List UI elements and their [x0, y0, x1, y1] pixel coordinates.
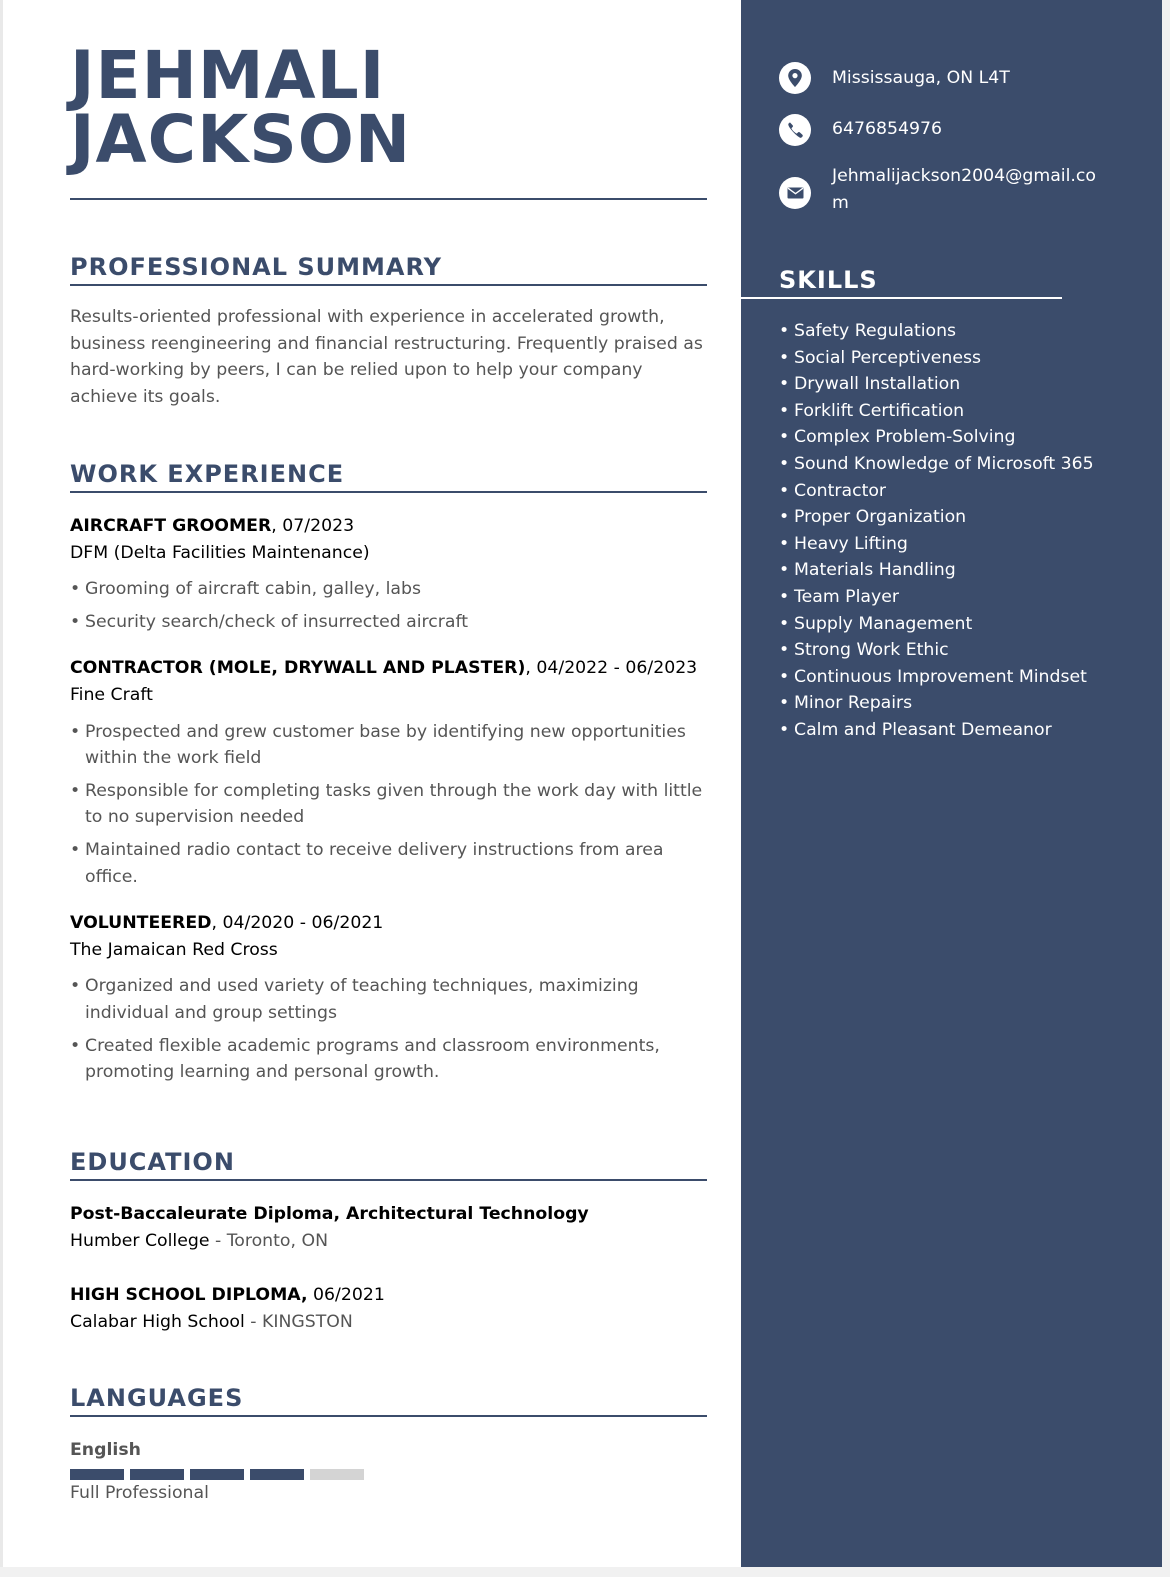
section-divider	[70, 284, 707, 286]
job-bullet: • Responsible for completing tasks given through the work day with little to no supervision needed	[70, 778, 707, 831]
page-edge-right	[1162, 0, 1170, 1577]
job-role: CONTRACTOR (MOLE, DRYWALL AND PLASTER)	[70, 658, 526, 679]
skills-divider	[741, 297, 1062, 299]
section-title-summary: PROFESSIONAL SUMMARY	[70, 253, 443, 281]
section-divider	[70, 1415, 707, 1417]
skill-item: • Calm and Pleasant Demeanor	[779, 717, 1109, 744]
job-heading	[70, 513, 707, 540]
summary-section	[70, 253, 707, 410]
job-role: AIRCRAFT GROOMER	[70, 516, 272, 536]
job-bullet: • Organized and used variety of teaching techniques, maximizing individual and group settings	[70, 973, 707, 1026]
contact-location-text: Mississauga, ON L4T	[832, 68, 1010, 88]
education-entry	[70, 1201, 707, 1254]
contact-email-text: Jehmalijackson2004@gmail.com	[832, 166, 1096, 213]
education-section	[70, 1148, 707, 1335]
job-dates: , 04/2020 - 06/2021	[211, 913, 384, 934]
job-bullet: • Prospected and grew customer base by identifying new opportunities within the work field	[70, 719, 707, 772]
job-dates: , 07/2023	[271, 516, 355, 536]
education-location: - Toronto, ON	[209, 1230, 328, 1251]
skill-item: • Forklift Certification	[779, 398, 1109, 425]
skill-item: • Continuous Improvement Mindset	[779, 664, 1109, 691]
skill-item: • Supply Management	[779, 611, 1109, 638]
summary-text: Results-oriented professional with experience in accelerated growth, business reengineering and financial restructuring. Frequently praised as hard-working by peers, I can be relied upon to help your company achieve its goals.	[70, 307, 703, 407]
job-bullet: • Grooming of aircraft cabin, galley, labs	[70, 576, 707, 603]
section-divider	[70, 491, 707, 493]
job-entry	[70, 655, 707, 890]
skill-item: • Safety Regulations	[779, 318, 1109, 345]
skill-item: • Team Player	[779, 584, 1109, 611]
skill-item: • Sound Knowledge of Microsoft 365	[779, 451, 1109, 478]
language-rating-bar	[70, 1469, 707, 1480]
education-degree-line	[70, 1282, 707, 1309]
job-entry	[70, 513, 707, 635]
education-location: - KINGSTON	[244, 1311, 353, 1332]
section-title-languages: LANGUAGES	[70, 1384, 244, 1412]
skill-item: • Drywall Installation	[779, 371, 1109, 398]
job-company: DFM (Delta Facilities Maintenance)	[70, 542, 370, 563]
rating-segment-filled	[250, 1469, 304, 1480]
skill-item: • Contractor	[779, 478, 1109, 505]
rating-segment-filled	[190, 1469, 244, 1480]
job-role: VOLUNTEERED	[70, 913, 212, 934]
job-entry	[70, 910, 707, 1086]
education-school-line	[70, 1309, 707, 1336]
education-school: Humber College	[70, 1230, 210, 1251]
education-degree: HIGH SCHOOL DIPLOMA,	[70, 1285, 308, 1306]
job-company: The Jamaican Red Cross	[70, 939, 278, 960]
name-last: JACKSON	[70, 101, 412, 178]
job-bullets	[70, 973, 707, 1085]
contact-phone-text: 6476854976	[832, 119, 942, 139]
skill-item: • Social Perceptiveness	[779, 345, 1109, 372]
skill-item: • Minor Repairs	[779, 690, 1109, 717]
job-bullet: • Security search/check of insurrected aircraft	[70, 609, 707, 636]
skill-item: • Materials Handling	[779, 557, 1109, 584]
skill-item: • Proper Organization	[779, 504, 1109, 531]
section-divider	[70, 1179, 707, 1181]
skill-item: • Strong Work Ethic	[779, 637, 1109, 664]
education-entry	[70, 1282, 707, 1335]
name-divider	[70, 198, 707, 200]
rating-segment-empty	[310, 1469, 364, 1480]
header	[70, 37, 707, 200]
education-school-line	[70, 1228, 707, 1255]
page-edge-left	[0, 0, 3, 1577]
map-pin-icon	[779, 62, 811, 94]
language-name: English	[70, 1440, 141, 1460]
job-bullets	[70, 576, 707, 635]
rating-segment-filled	[70, 1469, 124, 1480]
skills-list	[779, 318, 1109, 744]
education-degree: Post-Baccaleurate Diploma, Architectural Technology	[70, 1204, 589, 1224]
name-first: JEHMALI	[70, 37, 386, 114]
skill-item: • Heavy Lifting	[779, 531, 1109, 558]
phone-icon	[779, 114, 811, 146]
section-title-work: WORK EXPERIENCE	[70, 460, 345, 488]
job-bullet: • Maintained radio contact to receive delivery instructions from area office.	[70, 837, 707, 890]
languages-section	[70, 1384, 707, 1506]
job-company: Fine Craft	[70, 684, 153, 705]
job-dates: , 04/2022 - 06/2023	[525, 658, 698, 679]
language-level: Full Professional	[70, 1482, 209, 1503]
job-heading	[70, 910, 707, 937]
page-edge-bottom	[0, 1567, 1170, 1577]
job-bullets	[70, 719, 707, 891]
skill-item: • Complex Problem-Solving	[779, 424, 1109, 451]
envelope-icon	[779, 177, 811, 209]
section-title-skills: SKILLS	[779, 266, 878, 294]
rating-segment-filled	[130, 1469, 184, 1480]
work-section	[70, 460, 707, 1092]
education-degree-line	[70, 1201, 707, 1228]
job-heading	[70, 655, 707, 682]
education-degree-suffix: 06/2021	[307, 1285, 385, 1306]
section-title-education: EDUCATION	[70, 1148, 235, 1176]
job-bullet: • Created flexible academic programs and classroom environments, promoting learning and personal growth.	[70, 1033, 707, 1086]
education-school: Calabar High School	[70, 1311, 245, 1332]
sidebar	[741, 0, 1162, 1567]
